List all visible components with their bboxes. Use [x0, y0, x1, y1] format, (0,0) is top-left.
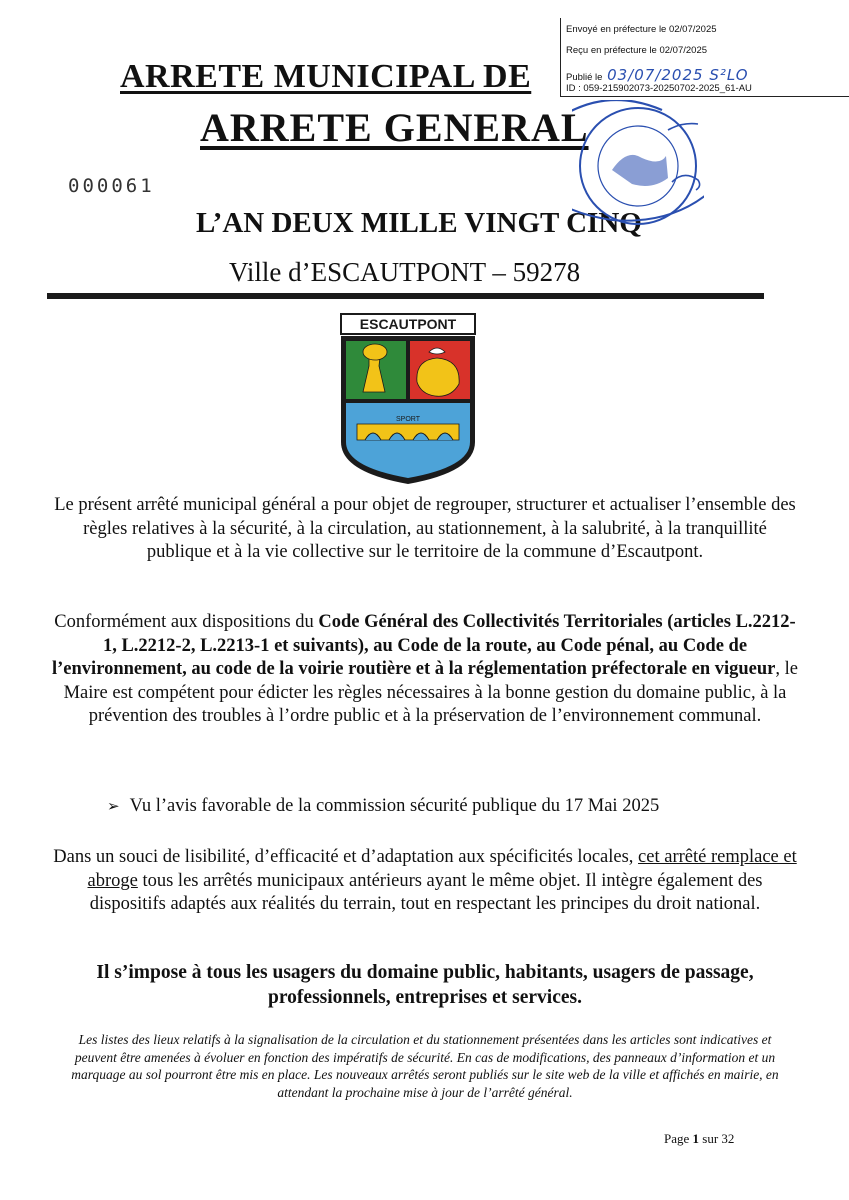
title-line-2: ARRETE GENERAL — [200, 105, 589, 150]
replacement-underlined: cet arrêté remplace et abroge — [87, 847, 797, 891]
scope-statement: Il s’impose à tous les usagers du domaine public, habitants, usagers de passage, professionnels, entreprises et services. — [96, 962, 754, 1008]
coat-of-arms-icon — [333, 312, 483, 486]
stamp-id: ID : 059-215902073-20250702-2025_61-AU — [566, 83, 752, 94]
coat-banner-text: ESCAUTPONT — [359, 316, 457, 332]
mayor-seal-icon — [572, 100, 704, 232]
stamp-received-date: Reçu en préfecture le 02/07/2025 — [566, 45, 708, 56]
intro-paragraph: Le présent arrêté municipal général a pour objet de regrouper, structurer et actualiser l’ensemble des règles relatives à la sécurité, à la circulation, au stationnement, à la salubrité, à la tranquillité publique et à la vie collective sur le territoire de la commune d’Escautpont. — [54, 495, 796, 562]
legal-basis-prefix: Conformément aux dispositions du — [54, 612, 319, 632]
replacement-suffix: tous les arrêtés municipaux antérieurs ayant le même objet. Il intègre également des dispositifs adaptés aux réalités du terrain, tout en respectant les principes du droit national. — [89, 870, 763, 914]
commission-bullet — [107, 796, 659, 817]
registration-number: 000061 — [68, 175, 155, 197]
commission-text: Vu l’avis favorable de la commission sécurité publique du 17 Mai 2025 — [129, 796, 660, 816]
disclaimer-note: Les listes des lieux relatifs à la signalisation de la circulation et du stationnement présentées dans les articles sont indicatives et peuvent être amenées à évoluer en fonction des impératifs de sécurité. En cas de modifications, des panneaux d’information et un marquage au sol pourront être mis en place. Les nouveaux arrêtés seront publiés sur le site web de la ville et affichés en mairie, en attendant la prochaine mise à jour de l’arrêté général. — [71, 1032, 779, 1100]
page-number — [664, 1131, 734, 1147]
legal-basis-codes: Code Général des Collectivités Territoriales (articles L.2212-1, L.2212-2, L.2213-1 et suivants), au Code de la route, au Code pénal, au Code de l’environnement, au code de la voirie routière et à la réglementation préfectorale en vigueur — [52, 612, 796, 679]
page-total: sur 32 — [702, 1131, 735, 1146]
stamp-sent-date: Envoyé en préfecture le 02/07/2025 — [566, 24, 717, 35]
legal-basis-paragraph — [50, 611, 800, 729]
stamp-published-label: Publié le — [566, 72, 603, 83]
legal-basis-suffix: , le Maire est compétent pour édicter les règles nécessaires à la bonne gestion du domaine public, à la prévention des troubles à l’ordre public et à la préservation de l’environnement communal. — [63, 659, 798, 726]
coat-bridge-text: SPORT — [396, 416, 420, 423]
page-current: 1 — [692, 1131, 700, 1146]
year-line: L’AN DEUX MILLE VINGT CINQ — [196, 207, 642, 239]
replacement-prefix: Dans un souci de lisibilité, d’efficacité et d’adaptation aux spécificités locales, — [53, 847, 639, 867]
prefecture-stamp — [560, 18, 849, 97]
title-line-1: ARRETE MUNICIPAL DE — [120, 58, 532, 95]
stamp-published-handwritten: 03/07/2025 S²LO — [607, 66, 749, 84]
arrow-bullet-icon: ➢ — [107, 797, 120, 815]
page-label: Page — [664, 1131, 690, 1146]
city-line: Ville d’ESCAUTPONT – 59278 — [229, 257, 581, 287]
stamp-published — [566, 66, 749, 84]
header-divider — [47, 293, 764, 299]
replacement-paragraph — [50, 846, 800, 917]
